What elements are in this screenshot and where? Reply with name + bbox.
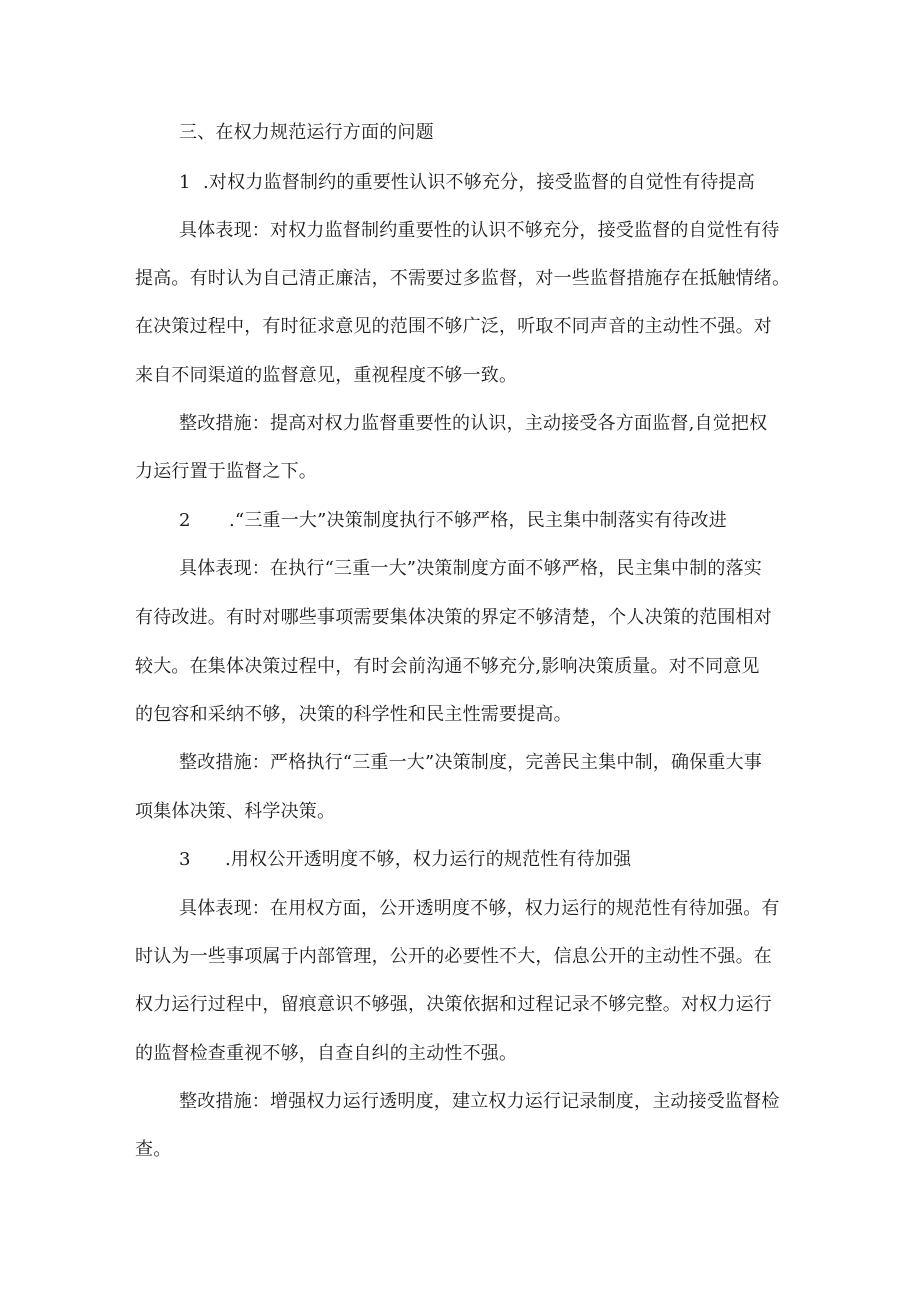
item-3-heading bbox=[179, 845, 631, 875]
item-2-heading bbox=[179, 506, 727, 536]
item-3-heading-text: .用权公开透明度不够，权力运行的规范性有待加强 bbox=[225, 849, 632, 870]
item-2-heading-text: .“三重一大”决策制度执行不够严格，民主集中制落实有待改进 bbox=[229, 510, 727, 531]
item-3-manifestation-line: 权力运行过程中，留痕意识不够强，决策依据和过程记录不够完整。对权力运行 bbox=[135, 994, 772, 1015]
item-1-manifestation-line: 具体表现：对权力监督制约重要性的认识不够充分，接受监督的自觉性有待 bbox=[179, 220, 780, 241]
item-3-number: 3 bbox=[179, 849, 191, 870]
item-3-measure-line: 查。 bbox=[135, 1139, 172, 1160]
item-1-manifestation-line: 提高。有时认为自己清正廉洁，不需要过多监督，对一些监督措施存在抵触情绪。 bbox=[135, 268, 791, 289]
item-1-heading-text: .对权力监督制约的重要性认识不够充分，接受监督的自觉性有待提高 bbox=[203, 172, 755, 193]
section-title: 三、在权力规范运行方面的问题 bbox=[179, 122, 434, 143]
item-3-measure-line: 整改措施：增强权力运行透明度，建立权力运行记录制度，主动接受监督检 bbox=[179, 1091, 780, 1112]
item-2-measure-line: 整改措施：严格执行“三重一大”决策制度，完善民主集中制，确保重大事 bbox=[179, 752, 763, 773]
item-3-manifestation-line: 的监督检查重视不够，自查自纠的主动性不强。 bbox=[135, 1043, 518, 1064]
item-1-manifestation-line: 在决策过程中，有时征求意见的范围不够广泛，听取不同声音的主动性不强。对 bbox=[135, 316, 772, 337]
item-1-heading bbox=[179, 168, 755, 198]
item-2-number: 2 bbox=[179, 510, 191, 531]
item-2-manifestation-line: 的包容和采纳不够，决策的科学性和民主性需要提高。 bbox=[135, 704, 572, 725]
item-2-manifestation-line: 具体表现：在执行“三重一大”决策制度方面不够严格，民主集中制的落实 bbox=[179, 558, 763, 579]
item-1-number: 1 bbox=[179, 172, 191, 193]
item-1-manifestation-line: 来自不同渠道的监督意见，重视程度不够一致。 bbox=[135, 365, 518, 386]
item-3-manifestation-line: 具体表现：在用权方面，公开透明度不够，权力运行的规范性有待加强。有 bbox=[179, 898, 780, 919]
item-2-manifestation-line: 有待改进。有时对哪些事项需要集体决策的界定不够清楚，个人决策的范围相对 bbox=[135, 607, 772, 628]
item-3-manifestation-line: 时认为一些事项属于内部管理，公开的必要性不大，信息公开的主动性不强。在 bbox=[135, 946, 772, 967]
item-1-measure-line: 力运行置于监督之下。 bbox=[135, 461, 317, 482]
item-2-manifestation-line: 较大。在集体决策过程中，有时会前沟通不够充分,影响决策质量。对不同意见 bbox=[135, 656, 760, 677]
item-1-measure-line: 整改措施：提高对权力监督重要性的认识，主动接受各方面监督,自觉把权 bbox=[179, 413, 768, 434]
item-2-measure-line: 项集体决策、科学决策。 bbox=[135, 801, 336, 822]
